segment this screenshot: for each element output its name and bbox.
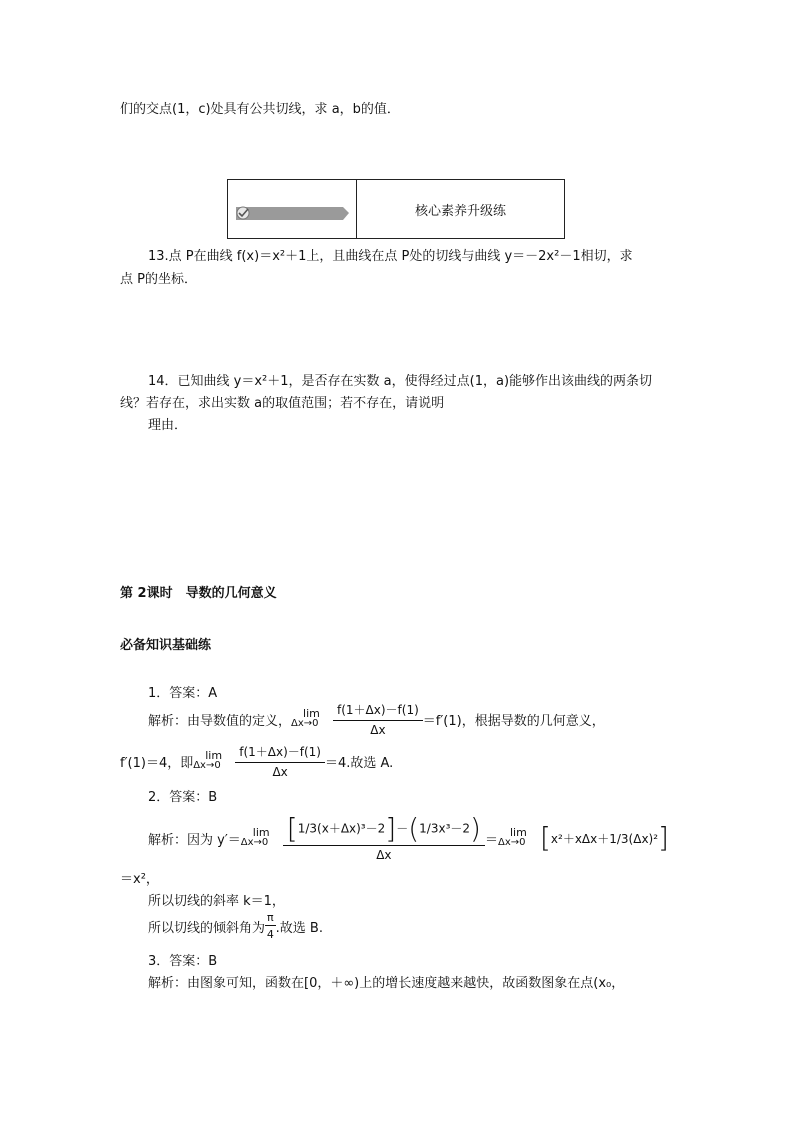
answer3-explanation: 解析：由图象可知，函数在[0，＋∞)上的增长速度越来越快，故函数图象在点(x₀，	[148, 976, 625, 991]
limit-expression: x²＋xΔx＋1/3(Δx)²	[550, 831, 659, 846]
pi-over-four: $\frac{\pi}{4}$	[266, 911, 274, 941]
limit-operator: lim Δx→0	[497, 826, 527, 848]
q14-line3: 理由．	[148, 418, 188, 433]
answer2-slope: 所以切线的斜率 k＝1，	[148, 894, 285, 909]
section-banner	[227, 179, 565, 239]
section-title: 第 2课时 导数的几何意义	[120, 586, 277, 601]
answer2-continuation: ＝x²，	[120, 872, 159, 887]
answer1-text-a: 解析：由导数值的定义，	[148, 713, 292, 729]
limit-operator: lim Δx→0	[291, 707, 320, 729]
difference-quotient: $\frac{f(1+\Delta x)-f(1)}{\Delta x}$	[333, 701, 423, 737]
q13-line2: 点 P的坐标．	[120, 272, 197, 287]
check-ribbon-icon	[228, 180, 356, 238]
answer1-line2: f′(1)＝4，即 lim Δx→0 $\frac{f(1+\Delta x)-f(1)}{\Delta x}$ ＝4.故选 A.	[120, 745, 394, 779]
answer2-explanation: 解析：因为 y′＝ lim Δx→0 $\frac{\text{[1/3(x＋Δx)³－2]－(1/3x³－2)}}{\Delta x}$ ＝ lim Δx→0 [ x²＋xΔx＋1/3(Δx)² ]	[148, 811, 669, 862]
difference-quotient: $\frac{f(1+\Delta x)-f(1)}{\Delta x}$	[235, 743, 325, 779]
limit-operator: lim Δx→0	[240, 826, 270, 848]
answer3-label: 3．答案：B	[148, 954, 218, 969]
q14-line2: 线？若存在，求出实数 a的取值范围；若不存在，请说明	[120, 396, 445, 411]
limit-operator: lim Δx→0	[193, 749, 223, 771]
q14-line1: 14．已知曲线 y＝x²＋1，是否存在实数 a，使得经过点(1，a)能够作出该曲线的两条切	[148, 374, 653, 389]
q13-line1: 13.点 P在曲线 f(x)＝x²＋1上，且曲线在点 P处的切线与曲线 y＝－2x²－1相切，求	[148, 249, 633, 264]
answer1-label: 1．答案：A	[148, 686, 218, 701]
answer1-explanation	[148, 702, 605, 736]
derivative-quotient: $\frac{\text{[1/3(x＋Δx)³－2]－(1/3x³－2)}}{\Delta x}$	[283, 815, 485, 862]
banner-decoration	[228, 180, 357, 238]
answer2-angle: 所以切线的倾斜角为 $\frac{\pi}{4}$ .故选 B.	[148, 911, 323, 941]
banner-label: 核心素养升级练	[414, 203, 506, 219]
answer1-text-b: ＝f′(1)，根据导数的几何意义，	[422, 713, 605, 729]
problem-continuation: 们的交点(1，c)处具有公共切线，求 a，b的值．	[120, 102, 400, 117]
answer2-label: 2．答案：B	[148, 790, 218, 805]
section-subtitle: 必备知识基础练	[120, 638, 212, 653]
